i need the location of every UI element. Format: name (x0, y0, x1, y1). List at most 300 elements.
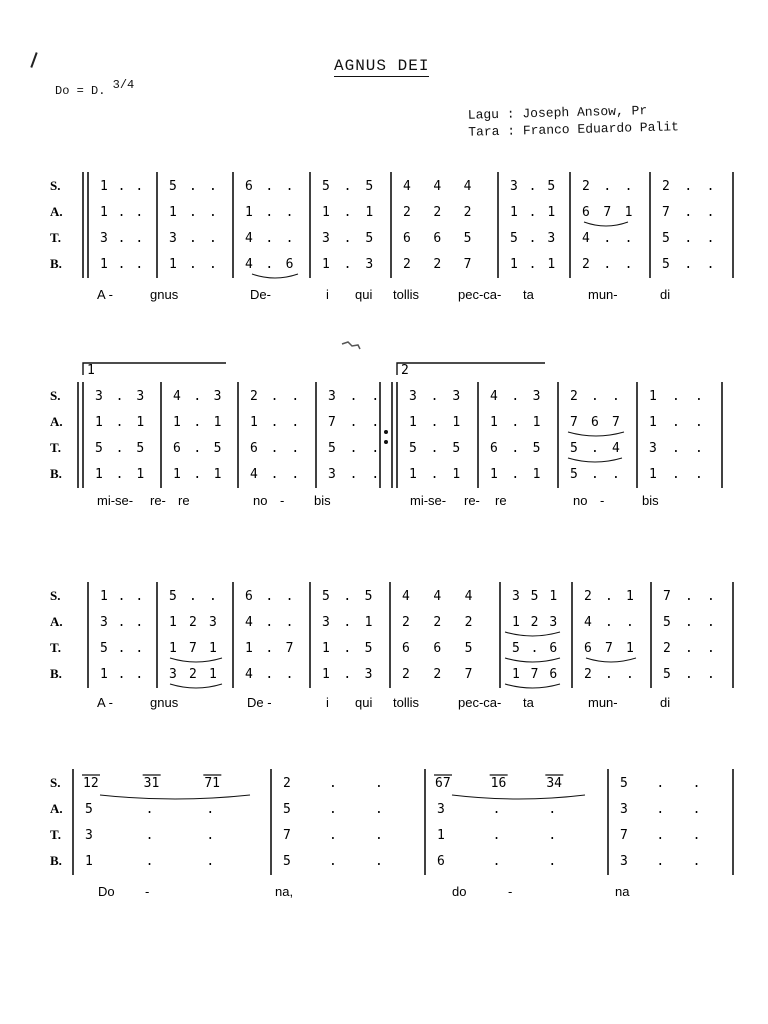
note-s: . (430, 389, 439, 404)
lyric-syllable: re (495, 493, 507, 508)
lyric-syllable: pec-ca- (458, 695, 502, 710)
note-a: 2 (402, 615, 410, 630)
note-s: . (528, 179, 537, 194)
note-b: 1 (95, 467, 103, 482)
note-b: . (265, 667, 274, 682)
note-s: 6 (245, 179, 253, 194)
note-t: . (206, 828, 215, 843)
note-s: 5 (547, 179, 556, 194)
lyric-syllable: gnus (150, 287, 179, 302)
note-b: 7 (530, 667, 539, 682)
note-b: . (371, 467, 380, 482)
note-t: . (115, 441, 124, 456)
note-t: 3 (169, 231, 177, 246)
note-t: 5 (512, 641, 520, 656)
note-b: . (707, 667, 715, 682)
note-a: 3 (322, 615, 330, 630)
note-t: 5 (100, 641, 108, 656)
note-t: . (193, 441, 202, 456)
note-b: . (706, 257, 715, 272)
note-s: . (329, 776, 337, 791)
note-a: . (265, 205, 274, 220)
note-a: 1 (322, 205, 330, 220)
lyric-syllable: A - (97, 695, 113, 710)
note-s: 1 (649, 389, 657, 404)
note-t: 5 (463, 231, 472, 246)
note-s: 67 (435, 776, 451, 791)
note-t: . (492, 828, 501, 843)
note-t: 5 (570, 441, 578, 456)
lyric-syllable: re- (150, 493, 166, 508)
note-t: 1 (626, 641, 634, 656)
note-t: . (117, 641, 126, 656)
note-t: 1 (245, 641, 253, 656)
note-a: . (656, 802, 665, 817)
note-t: 4 (612, 441, 620, 456)
note-s: . (193, 389, 202, 404)
note-b: . (343, 257, 352, 272)
note-s: . (349, 389, 358, 404)
lyric-syllable: mi-se- (410, 493, 447, 508)
voice-label-t: T. (50, 640, 61, 655)
note-s: 3 (328, 389, 336, 404)
note-b: 6 (549, 667, 558, 682)
note-t: . (656, 828, 665, 843)
note-s: . (672, 389, 680, 404)
note-a: 4 (584, 615, 592, 630)
note-s: . (511, 389, 520, 404)
note-b: 4 (250, 467, 258, 482)
note-s: 2 (584, 589, 592, 604)
note-b: . (145, 854, 154, 869)
note-t: . (624, 231, 633, 246)
note-s: . (624, 179, 633, 194)
note-b: 4 (245, 667, 253, 682)
note-b: 1 (213, 467, 222, 482)
note-b: . (612, 467, 620, 482)
note-b: . (189, 257, 197, 272)
note-a: . (343, 615, 352, 630)
note-b: 1 (173, 467, 181, 482)
note-b: 2 (403, 257, 411, 272)
slur (452, 795, 585, 799)
note-b: 6 (285, 257, 294, 272)
note-a: 1 (169, 205, 177, 220)
note-t: 7 (285, 641, 294, 656)
note-a: 3 (620, 802, 628, 817)
note-t: 6 (584, 641, 592, 656)
note-b: 2 (402, 667, 410, 682)
note-t: 4 (582, 231, 590, 246)
note-a: 6 (591, 415, 599, 430)
note-a: 1 (409, 415, 417, 430)
voice-label-a: A. (50, 204, 63, 219)
note-t: 1 (322, 641, 330, 656)
note-t: . (209, 231, 217, 246)
lyric-syllable: mun- (588, 695, 618, 710)
note-t: 5 (95, 441, 103, 456)
note-t: . (265, 231, 274, 246)
lyric-syllable: i (326, 287, 329, 302)
note-s: . (265, 179, 274, 194)
note-s: . (685, 589, 693, 604)
note-a: 1 (136, 415, 145, 430)
note-a: 4 (245, 615, 253, 630)
note-b: 1 (532, 467, 541, 482)
note-a: . (206, 802, 215, 817)
note-s: . (591, 389, 599, 404)
system-2 (0, 355, 768, 515)
note-a: 3 (437, 802, 445, 817)
note-s: 5 (169, 589, 177, 604)
note-s: . (189, 589, 197, 604)
note-t: . (430, 441, 439, 456)
note-b: 2 (433, 667, 442, 682)
note-s: 2 (662, 179, 670, 194)
system-3 (0, 575, 768, 725)
note-t: 5 (409, 441, 417, 456)
lyric-syllable: - (508, 884, 513, 899)
note-a: 7 (603, 205, 612, 220)
note-s: 4 (402, 589, 410, 604)
note-t: . (135, 231, 144, 246)
volta-1-bracket (83, 363, 226, 375)
note-a: 1 (510, 205, 518, 220)
note-t: 6 (549, 641, 558, 656)
lyric-syllable: - (280, 493, 285, 508)
note-s: . (291, 389, 300, 404)
lyric-syllable: Do (98, 884, 115, 899)
note-s: . (612, 389, 620, 404)
note-t: . (145, 828, 154, 843)
note-b: 1 (547, 257, 556, 272)
note-a: 1 (452, 415, 461, 430)
note-a: . (511, 415, 520, 430)
note-a: 2 (433, 615, 442, 630)
note-a: 5 (663, 615, 671, 630)
voice-label-t: T. (50, 827, 61, 842)
note-b: . (672, 467, 680, 482)
lyric-syllable: tollis (393, 287, 420, 302)
note-t: 6 (433, 231, 442, 246)
note-a: 1 (490, 415, 498, 430)
note-a: 1 (169, 615, 177, 630)
note-a: 7 (612, 415, 620, 430)
note-s: . (656, 776, 665, 791)
note-b: . (430, 467, 439, 482)
note-t: . (117, 231, 126, 246)
note-b: 5 (663, 667, 671, 682)
note-s: 3 (409, 389, 417, 404)
note-a: . (117, 615, 126, 630)
lyric-syllable: i (326, 695, 329, 710)
voice-label-s: S. (50, 388, 61, 403)
note-b: . (511, 467, 520, 482)
note-a: . (270, 415, 279, 430)
note-b: 5 (283, 854, 291, 869)
smudge-mark (340, 340, 362, 352)
note-t: . (270, 441, 279, 456)
note-s: 16 (490, 776, 507, 791)
note-a: . (145, 802, 154, 817)
note-s: 3 (213, 389, 222, 404)
note-s: 1 (626, 589, 634, 604)
note-b: 3 (364, 667, 373, 682)
note-t: . (528, 231, 537, 246)
lyric-syllable: re (178, 493, 190, 508)
note-a: . (706, 205, 715, 220)
note-s: . (135, 179, 144, 194)
note-b: . (548, 854, 557, 869)
note-b: . (656, 854, 665, 869)
note-t: 5 (213, 441, 222, 456)
note-b: 2 (584, 667, 592, 682)
pen-mark (30, 52, 37, 68)
note-b: 4 (245, 257, 253, 272)
note-t: . (189, 231, 197, 246)
note-s: 4 (173, 389, 181, 404)
note-a: . (692, 802, 701, 817)
system-4 (0, 765, 768, 915)
lyric-syllable: De - (247, 695, 272, 710)
note-a: . (349, 415, 358, 430)
lyric-syllable: - (600, 493, 605, 508)
slur (170, 658, 222, 662)
note-a: . (375, 802, 383, 817)
slur (100, 795, 250, 799)
note-s: . (371, 389, 380, 404)
note-s: 71 (204, 776, 220, 791)
note-t: 7 (620, 828, 628, 843)
note-b: . (492, 854, 501, 869)
note-t: . (672, 441, 680, 456)
note-t: . (375, 828, 383, 843)
lyric-syllable: di (660, 695, 671, 710)
note-a: 1 (364, 615, 373, 630)
note-b: . (684, 257, 693, 272)
note-a: 2 (433, 205, 442, 220)
note-b: . (206, 854, 215, 869)
note-a: 6 (582, 205, 590, 220)
note-s: 2 (570, 389, 578, 404)
note-t: 3 (85, 828, 93, 843)
note-t: 7 (189, 641, 197, 656)
system-1 (0, 165, 768, 305)
lyric-syllable: ta (523, 287, 534, 302)
note-b: 1 (85, 854, 93, 869)
credits (468, 101, 679, 141)
note-s: 5 (365, 179, 374, 194)
note-s: 34 (546, 776, 562, 791)
note-s: 4 (433, 589, 442, 604)
lyric-syllable: mi-se- (97, 493, 134, 508)
note-a: . (285, 615, 294, 630)
note-a: 7 (328, 415, 336, 430)
note-a: 2 (463, 205, 472, 220)
note-t: 6 (490, 441, 498, 456)
note-b: 7 (463, 257, 472, 272)
note-b: 1 (510, 257, 518, 272)
note-t: . (692, 828, 701, 843)
note-s: . (135, 589, 144, 604)
note-b: . (692, 854, 701, 869)
note-b: 3 (328, 467, 336, 482)
note-t: . (349, 441, 358, 456)
note-t: . (684, 231, 693, 246)
note-s: 6 (245, 589, 253, 604)
note-t: . (265, 641, 274, 656)
note-a: 1 (532, 415, 541, 430)
note-a: . (685, 615, 693, 630)
note-s: . (343, 589, 352, 604)
note-a: 1 (547, 205, 556, 220)
note-a: 1 (649, 415, 657, 430)
note-t: 5 (328, 441, 336, 456)
lyric-syllable: bis (642, 493, 659, 508)
note-b: . (695, 467, 703, 482)
note-a: 7 (662, 205, 670, 220)
note-t: . (285, 231, 294, 246)
volta-2-number: 2 (401, 363, 409, 378)
note-s: 5 (530, 589, 539, 604)
note-b: 5 (570, 467, 578, 482)
note-s: 4 (463, 179, 472, 194)
voice-label-b: B. (50, 853, 62, 868)
slur (505, 684, 560, 688)
note-s: 4 (490, 389, 498, 404)
note-b: . (117, 257, 126, 272)
note-t: 5 (452, 441, 461, 456)
note-b: 7 (464, 667, 473, 682)
note-a: . (371, 415, 380, 430)
note-b: 1 (512, 667, 520, 682)
note-a: . (193, 415, 202, 430)
note-a: . (117, 205, 126, 220)
note-t: . (603, 231, 612, 246)
note-t: 1 (437, 828, 445, 843)
voice-label-s: S. (50, 588, 61, 603)
note-t: 6 (433, 641, 442, 656)
note-a: . (343, 205, 352, 220)
note-t: 5 (662, 231, 670, 246)
note-b: 1 (452, 467, 461, 482)
note-t: . (371, 441, 380, 456)
note-b: 2 (582, 257, 590, 272)
voice-label-s: S. (50, 178, 61, 193)
note-t: 3 (322, 231, 330, 246)
note-s: 4 (403, 179, 411, 194)
lyric-syllable: De- (250, 287, 271, 302)
note-s: . (270, 389, 279, 404)
note-s: 7 (663, 589, 671, 604)
note-b: . (329, 854, 337, 869)
note-a: . (135, 615, 144, 630)
note-a: 1 (100, 205, 108, 220)
lyric-syllable: na (615, 884, 630, 899)
slur (568, 432, 624, 436)
note-a: . (672, 415, 680, 430)
note-s: . (285, 589, 294, 604)
note-s: . (343, 179, 352, 194)
lyric-syllable: A - (97, 287, 113, 302)
note-a: . (528, 205, 537, 220)
note-a: 1 (95, 415, 103, 430)
note-s: . (684, 179, 693, 194)
lyric-syllable: no (253, 493, 268, 508)
note-b: 3 (620, 854, 628, 869)
note-t: . (329, 828, 337, 843)
note-s: 2 (283, 776, 291, 791)
note-t: 5 (464, 641, 473, 656)
note-s: . (692, 776, 701, 791)
note-s: 5 (322, 179, 330, 194)
lyric-syllable: mun- (588, 287, 618, 302)
note-s: 3 (452, 389, 461, 404)
note-s: 5 (364, 589, 373, 604)
note-t: 3 (547, 231, 556, 246)
time-signature: 3/4 (112, 78, 135, 92)
note-s: . (706, 179, 715, 194)
note-b: . (591, 467, 599, 482)
voice-label-a: A. (50, 614, 63, 629)
note-b: . (624, 257, 633, 272)
note-b: . (603, 257, 612, 272)
note-t: 4 (245, 231, 253, 246)
lyric-syllable: qui (355, 695, 373, 710)
key-signature (55, 78, 135, 98)
note-s: 3 (95, 389, 103, 404)
note-a: 5 (283, 802, 291, 817)
lyric-syllable: no (573, 493, 588, 508)
note-t: 1 (169, 641, 177, 656)
note-s: . (605, 589, 613, 604)
note-t: 5 (510, 231, 518, 246)
note-s: 12 (83, 776, 99, 791)
lyric-syllable: di (660, 287, 671, 302)
note-b: . (135, 257, 144, 272)
note-t: 5 (136, 441, 145, 456)
note-s: . (117, 179, 126, 194)
voice-label-a: A. (50, 414, 63, 429)
note-t: . (706, 231, 715, 246)
note-a: . (265, 615, 274, 630)
note-s: 4 (464, 589, 473, 604)
note-a: . (548, 802, 557, 817)
lyric-syllable: tollis (393, 695, 420, 710)
note-a: 1 (245, 205, 253, 220)
key-text: Do = D. (55, 84, 106, 98)
note-t: . (135, 641, 144, 656)
note-a: 3 (549, 615, 558, 630)
note-t: . (685, 641, 693, 656)
voice-label-b: B. (50, 666, 62, 681)
note-a: 2 (189, 615, 197, 630)
note-s: 31 (143, 776, 160, 791)
note-a: . (135, 205, 144, 220)
note-b: 1 (100, 667, 108, 682)
note-b: 1 (322, 257, 330, 272)
slur (584, 222, 628, 226)
note-b: . (117, 667, 126, 682)
note-a: 1 (365, 205, 374, 220)
note-a: 1 (173, 415, 181, 430)
note-t: 5 (365, 231, 374, 246)
note-s: 2 (250, 389, 258, 404)
note-b: 2 (189, 667, 197, 682)
note-b: . (528, 257, 537, 272)
composer-credit: Lagu : Joseph Ansow, Pr (467, 103, 648, 123)
note-a: . (626, 615, 634, 630)
